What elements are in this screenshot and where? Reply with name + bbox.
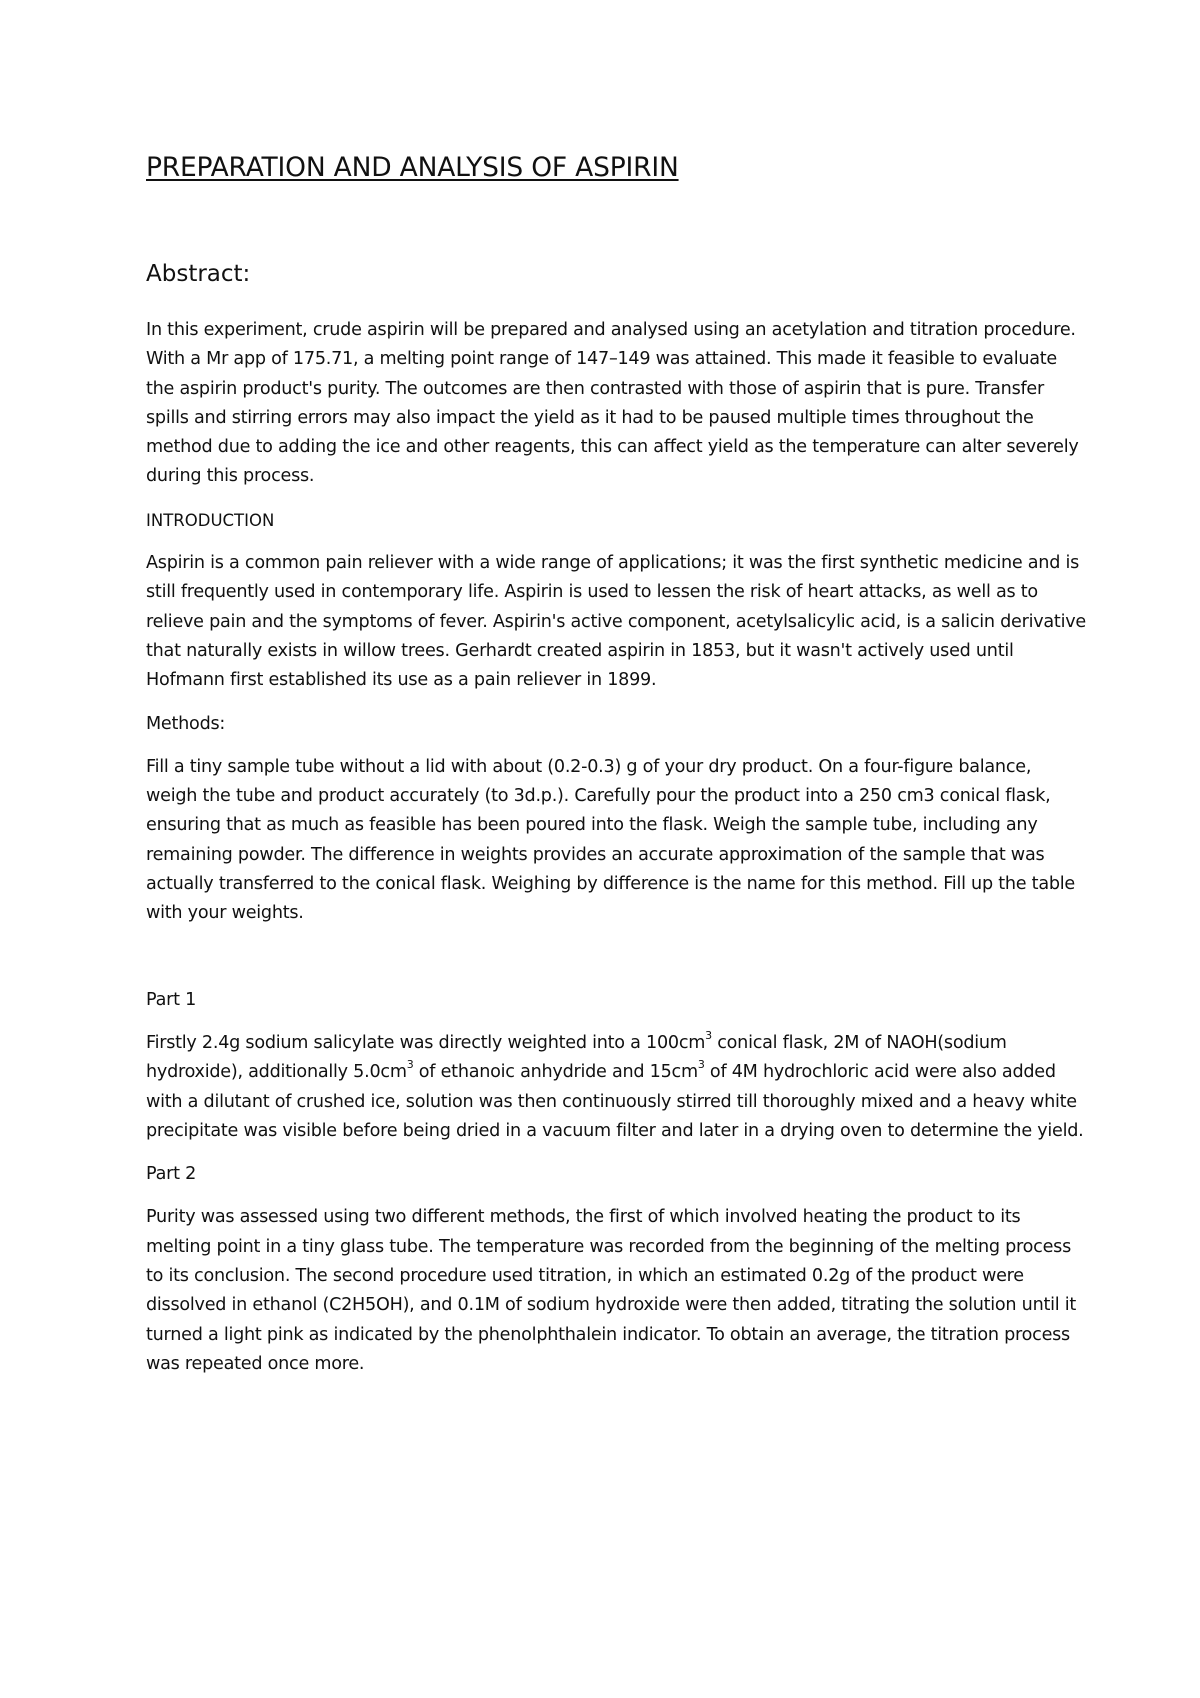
part2-paragraph: Purity was assessed using two different methods, the first of which involved heating the product to its melting point in a tiny glass tube. The temperature was recorded from the beginning of the melting process to its conclusion. The second procedure used titration, in which an estimated 0.2g of the product were dissolved in ethanol (C2H5OH), and 0.1M of sodium hydroxide were then added, titrating the solution until it turned a light pink as indicated by the phenolphthalein indicator. To obtain an average, the titration process was repeated once more. [146,1207,1077,1374]
abstract-heading: Abstract: [146,261,251,287]
introduction-paragraph: Aspirin is a common pain reliever with a wide range of applications; it was the first synthetic medicine and is still frequently used in contemporary life. Aspirin is used to lessen the risk of heart attacks, as well as to relieve pain and the symptoms of fever. Aspirin's active component, acetylsalicylic acid, is a salicin derivative that naturally exists in willow trees. Gerhardt created aspirin in 1853, but it wasn't actively used until Hofmann first established its use as a pain reliever in 1899. [146,553,1086,691]
part1-text-1: Firstly 2.4g sodium salicylate was directly weighted into a 100cm [146,1032,706,1053]
introduction-heading: INTRODUCTION [146,510,275,530]
document-title: PREPARATION AND ANALYSIS OF ASPIRIN [146,152,679,183]
part1-superscript-2: 3 [406,1058,414,1072]
part1-superscript-1: 3 [705,1029,712,1043]
part1-text-2: conical flask, 2M of NAOH(sodium hydroxide), additionally 5.0cm [146,1032,1007,1083]
methods-paragraph: Fill a tiny sample tube without a lid with about (0.2-0.3) g of your dry product. On a four-figure balance, weigh the tube and product accurately (to 3d.p.). Carefully pour the product into a 250 cm3 conical flask, ensuring that as much as feasible has been poured into the flask. Weigh the sample tube, including any remaining powder. The difference in weights provides an accurate approximation of the sample that was actually transferred to the conical flask. Weighing by difference is the name for this method. Fill up the table with your weights. [146,756,1075,924]
part1-heading: Part 1 [146,989,197,1010]
abstract-paragraph: In this experiment, crude aspirin will be prepared and analysed using an acetylation and titration procedure. With a Mr app of 175.71, a melting point range of 147–149 was attained. This made it feasible to evaluate the aspirin product's purity. The outcomes are then contrasted with those of aspirin that is pure. Transfer spills and stirring errors may also impact the yield as it had to be paused multiple times throughout the method due to adding the ice and other reagents, this can affect yield as the temperature can alter severely during this process. [146,320,1079,487]
part1-text-3: of ethanoic anhydride and 15cm [413,1062,698,1083]
part1-paragraph [146,1029,1086,1146]
part1-superscript-3: 3 [697,1058,705,1072]
methods-heading: Methods: [146,713,226,734]
part1-text-4: of 4M hydrochloric acid were also added with a dilutant of crushed ice, solution was then continuously stirred till thoroughly mixed and a heavy white precipitate was visible before being dried in a vacuum filter and later in a drying oven to determine the yield. [146,1062,1084,1141]
part2-heading: Part 2 [146,1164,197,1185]
document-content [146,150,1086,1379]
